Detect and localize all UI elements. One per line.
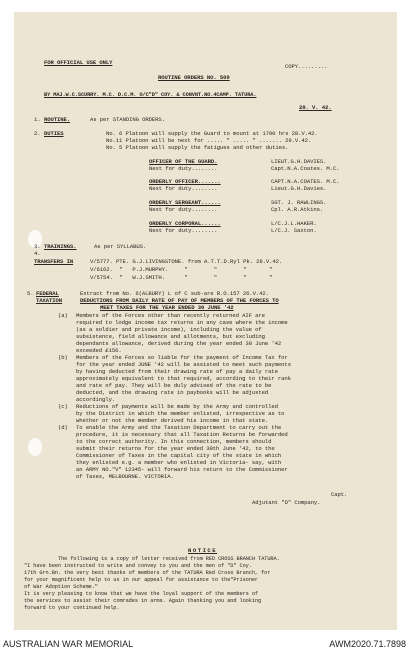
paragraph-line: Commissioner of Taxes in the capital city of the state in which: [76, 452, 282, 459]
order-date: 28. V. 42.: [299, 104, 332, 111]
transfer-row: V/5754. " W.J.SMITH. " " " ": [90, 274, 273, 281]
section-duties-label: DUTIES: [44, 130, 64, 137]
paragraph-label: (b): [58, 354, 68, 361]
duty-next: Next for duty........: [149, 206, 218, 213]
duty-next: Next for duty........: [149, 185, 218, 192]
paragraph-line: procedure, it is necessary that all Taxation Returns be forwarded: [76, 431, 288, 438]
paragraph-line: an ARMY NO."V" 12345- will forward his return to the Commissioner: [76, 466, 288, 473]
duty-line: No. 6 Platoon will supply the Guard to mount at 1700 hrs 28.V.42.: [106, 130, 318, 137]
notice-line: 17th Grn.Bn. the very best thanks of members of the TATURA Red Cross Branch, for: [24, 570, 271, 576]
paragraph-line: deducted, and the drawing rate in paybooks will be adjusted: [76, 389, 269, 396]
section-number: 5.: [27, 290, 34, 297]
footer-accession-number: AWM2020.71.7898: [329, 639, 406, 649]
duty-role: ORDERLY OFFICER.......: [149, 178, 221, 185]
section-number: 3.: [34, 243, 41, 250]
duty-line: No. 5 Platoon will supply the fatigues and other duties.: [106, 144, 289, 151]
paragraph-line: Members of the Forces so liable for the payment of Income Tax for: [76, 354, 288, 361]
federal-head-line: Extract from No. 6(ALBURY) L of C sub-are R.O.157 26.V.42.: [80, 290, 269, 297]
notice-line: the services to assist their comrades in arms. Again thanking you and looking: [24, 598, 262, 604]
copy-label: COPY.........: [285, 63, 328, 70]
duty-name: L/C.J.L.HAKER.: [271, 220, 317, 227]
signature-rank: Capt.: [331, 491, 348, 498]
paragraph-line: subsistence, field allowance and allotments, but excluding: [76, 333, 265, 340]
section-number: 4.: [34, 250, 41, 257]
duty-name: SGT. J. RAWLINGS.: [271, 199, 327, 206]
paragraph-line: (as a soldier and private income), including the value of: [76, 326, 262, 333]
section-transfers-label: TRANSFERS IN: [34, 258, 74, 265]
duty-role: OFFICER OF THE GUARD.: [149, 158, 218, 165]
paragraph-line: approximately equivalent to that required, according to their rank: [76, 375, 291, 382]
paragraph-line: required to lodge income tax returns in any case where the income: [76, 319, 288, 326]
duty-name: LIEUT.G.H.DAVIES.: [271, 158, 327, 165]
archive-footer: [0, 636, 410, 653]
paragraph-line: dependants allowance, derived during the year ended 30 June '42: [76, 340, 282, 347]
paragraph-line: submit their returns for the year ended 30th June '42, to the: [76, 445, 275, 452]
section-number: 1.: [34, 116, 41, 123]
notice-line: of War Adoption Scheme.": [24, 584, 98, 590]
notice-line: forward to your continued help.: [24, 605, 120, 611]
issuing-authority-line: BY MAJ.W.C.SCURRY. M.C. D.C.M. O/C"D" COY. & CONVNT.NO.4CAMP. TATURA.: [44, 92, 257, 98]
paragraph-line: Members of the Forces other than recently returned AIF are: [76, 312, 265, 319]
paragraph-line: exceeded £156.: [76, 347, 122, 354]
paragraph-line: and rate of pay. They will be duly advised of the rate to be: [76, 382, 272, 389]
paragraph-line: whether or not the member derived his income in that state.: [76, 417, 269, 424]
paragraph-label: (c): [58, 403, 68, 410]
paragraph-label: (d): [58, 424, 68, 431]
duty-role: ORDERLY CORPORAL......: [149, 220, 221, 227]
federal-head-line: DEDUCTIONS FROM DAILY RATE OF PAY OF MEMBERS OF THE FORCES TO: [80, 297, 279, 304]
transfer-row: V/5777. PTE. G.J.LIVINGSTONE. from A.T.T.D.Ryl Pk. 28.V.42.: [90, 258, 283, 265]
duty-next-name: Cpl. A.R.Atkins.: [271, 206, 324, 213]
notice-line: It is very pleasing to know that we have the loyal support of the members of: [24, 591, 258, 597]
paragraph-line: they enlisted e.g. a member who enlisted in Victoria- say, with: [76, 459, 282, 466]
notice-line: "I have been instructed to write and convey to you and the men of "D" Coy.: [24, 563, 252, 569]
paragraph-line: Reductions of payments will be made by the Army and controlled: [76, 403, 278, 410]
duty-next-name: Lieut.G.H.Davies.: [271, 185, 327, 192]
section-federal-label: FEDERAL: [36, 290, 59, 297]
duty-line: No.11 Platoon will be next for ..... " ..... " ....... 29.V.42.: [106, 137, 312, 144]
paragraph-line: accordingly.: [76, 396, 116, 403]
routine-orders-title: ROUTINE ORDERS NO. 509: [158, 74, 230, 81]
paragraph-label: (a): [58, 312, 68, 319]
paragraph-line: for the year ended JUNE '42 will be assisted to meet such payments: [76, 361, 291, 368]
notice-heading: NOTICE: [188, 547, 218, 554]
trainings-text: As per SYLLABUS.: [94, 243, 147, 250]
official-use-label: FOR OFFICIAL USE ONLY: [44, 59, 113, 66]
section-number: 2.: [34, 130, 41, 137]
paragraph-line: To enable the Army and the Taxation Department to carry out the: [76, 424, 282, 431]
section-taxation-label: TAXATION: [36, 297, 63, 304]
footer-institution: AUSTRALIAN WAR MEMORIAL: [3, 639, 134, 649]
section-trainings-label: TRAININGS.: [44, 243, 77, 250]
signature-title: Adjutant "D" Company.: [252, 499, 321, 506]
notice-line: for your magnificent help to us in our appeal for assistance to the"Prisoner: [24, 577, 258, 583]
duty-name: CAPT.N.A.COATES. M.C.: [271, 178, 340, 185]
section-routine-label: ROUTINE.: [44, 116, 71, 123]
duty-role: ORDERLY SERGEANT......: [149, 199, 221, 206]
document-page: [14, 12, 397, 630]
federal-head-line: MEET TAXES FOR THE YEAR ENDED 30 JUNE '42: [100, 304, 234, 311]
transfer-row: V/6162. " P.J.MURPHY. " " " ": [90, 266, 273, 273]
duty-next-name: Capt.N.A.Coates. M.C.: [271, 165, 340, 172]
punch-hole: [28, 438, 42, 456]
routine-text: As per STANDING ORDERS.: [90, 116, 165, 123]
duty-next: Next for duty........: [149, 227, 218, 234]
duty-next: Next for duty........: [149, 165, 218, 172]
paragraph-line: to the correct authority. In this connection, members should: [76, 438, 272, 445]
paragraph-line: by having deducted from their drawing rate of pay a daily rate: [76, 368, 278, 375]
paragraph-line: of Taxes, MELBOURNE. VICTORIA.: [76, 473, 174, 480]
duty-next-name: L/C.J. Saxton.: [271, 227, 317, 234]
paragraph-line: by the District in which the member enlisted, irrespective as to: [76, 410, 285, 417]
notice-line: The following is a copy of letter received from RED CROSS BRANCH TATURA.: [58, 556, 280, 562]
